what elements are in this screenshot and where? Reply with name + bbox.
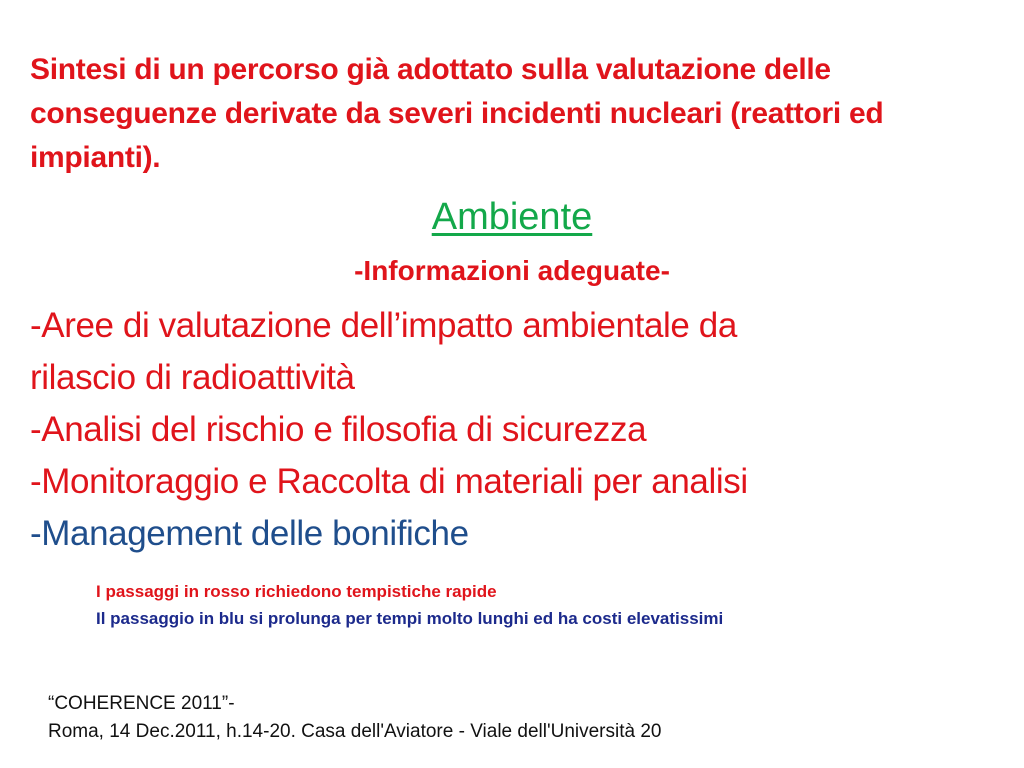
section-subheading: -Informazioni adeguate- — [354, 255, 670, 286]
footer-venue: Roma, 14 Dec.2011, h.14-20. Casa dell'Aviatore - Viale dell'Università 20 — [48, 721, 662, 742]
list-item: -Analisi del rischio e filosofia di sicurezza — [30, 410, 647, 449]
legend-notes — [96, 578, 996, 632]
footer — [48, 690, 948, 746]
intro-text: Sintesi di un percorso già adottato sulla valutazione delle conseguenze derivate da severi incidenti nucleari (reattori ed impianti). — [30, 53, 884, 174]
list-item: -Aree di valutazione dell’impatto ambientale da — [30, 306, 737, 345]
bullet-list — [30, 300, 1010, 560]
list-item: -Management delle bonifiche — [30, 514, 469, 553]
footer-event: “COHERENCE 2011”- — [48, 693, 235, 714]
list-item: -Monitoraggio e Raccolta di materiali per analisi — [30, 462, 748, 501]
section-heading: Ambiente — [431, 196, 593, 238]
note-red-passages: I passaggi in rosso richiedono tempistiche rapide — [96, 582, 497, 601]
note-blue-passage: Il passaggio in blu si prolunga per tempi molto lunghi ed ha costi elevatissimi — [96, 609, 724, 628]
list-item: rilascio di radioattività — [30, 358, 355, 397]
